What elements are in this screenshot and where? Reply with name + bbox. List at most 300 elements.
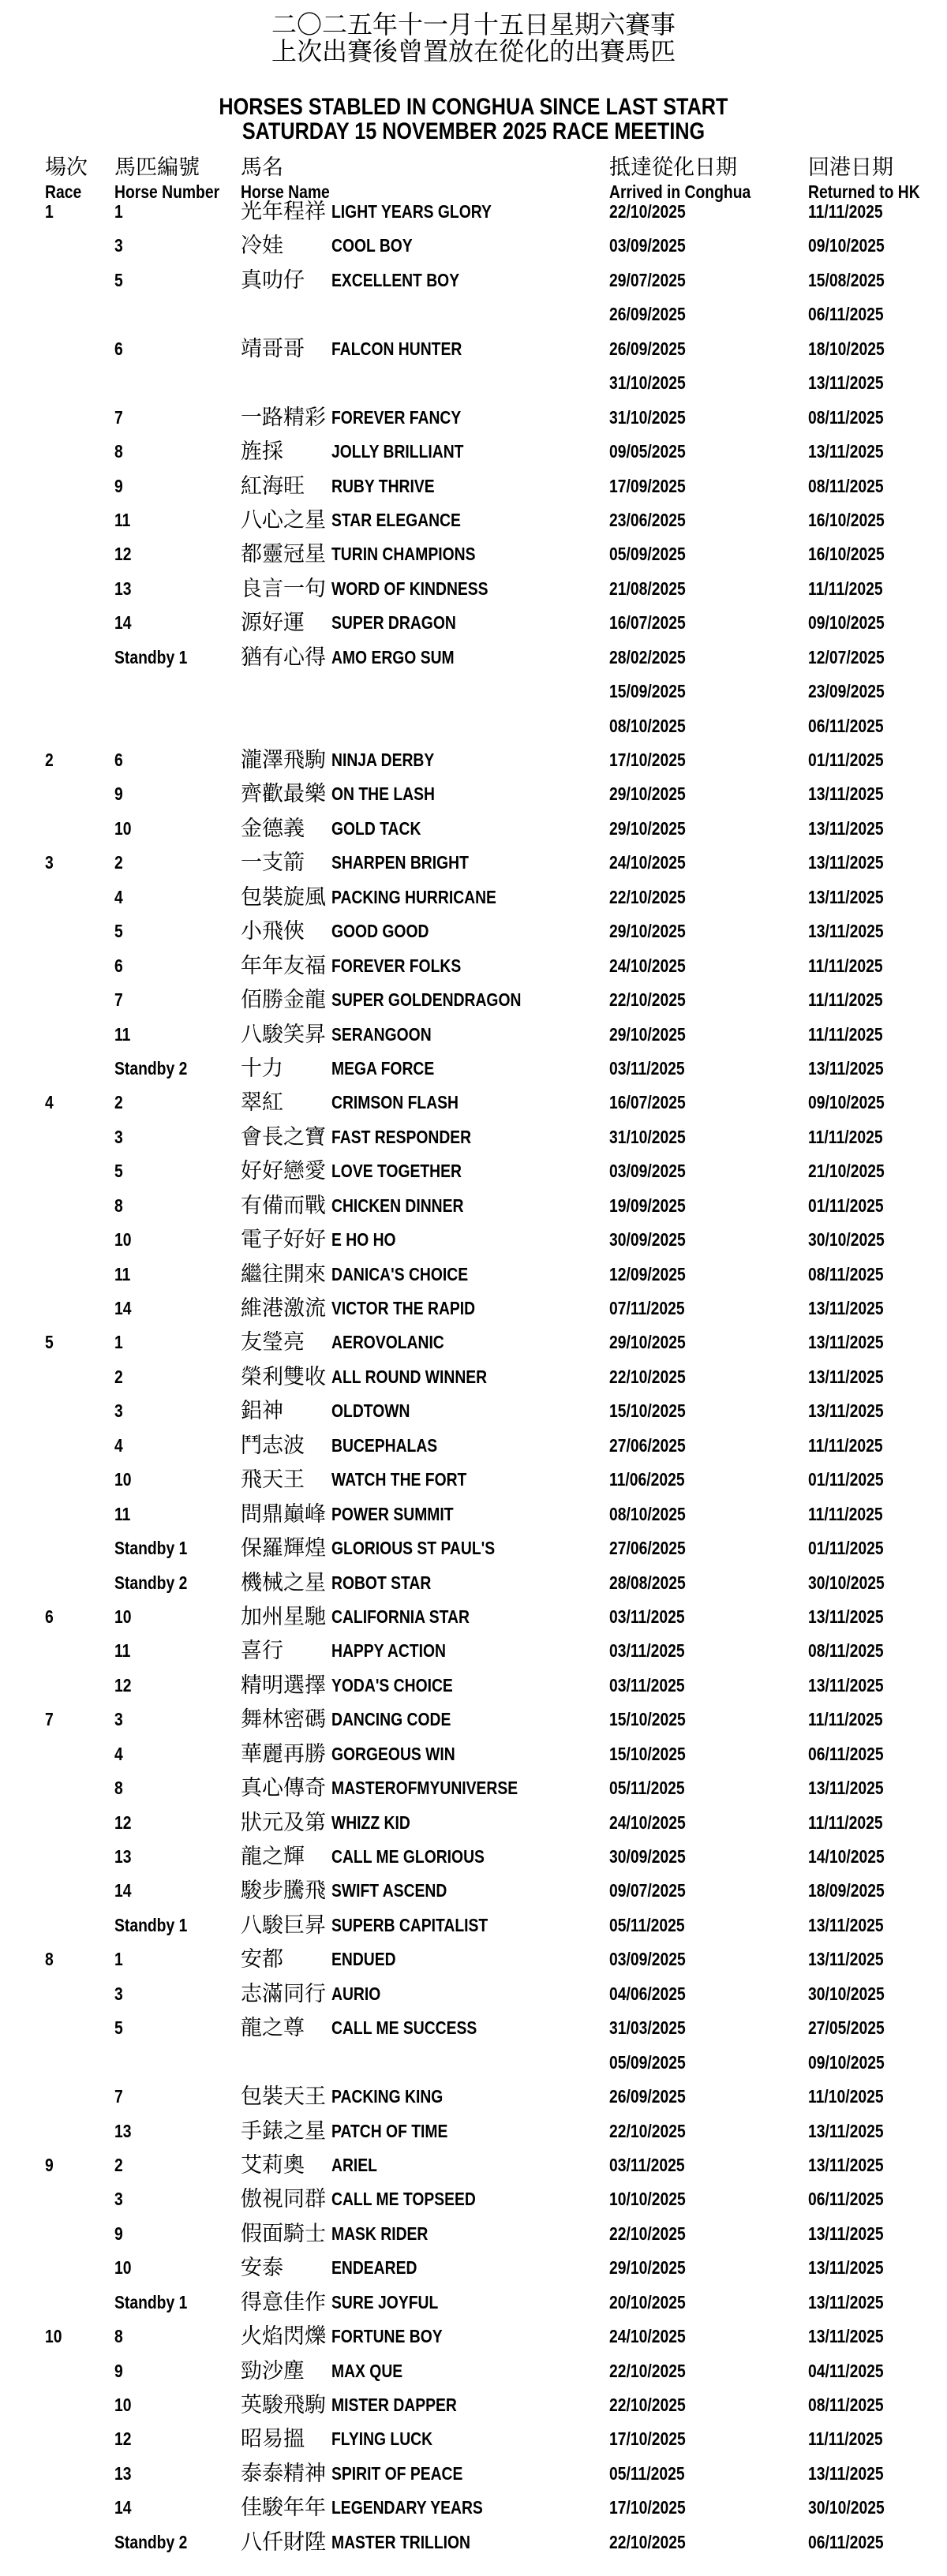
horse-name-chinese: 泰泰精神: [241, 2461, 326, 2485]
horse-number-cell: 14: [114, 1880, 132, 1901]
horse-number-cell: Standby 1: [114, 2291, 188, 2312]
horse-number-cell: 8: [114, 1778, 123, 1799]
horse-name-english: PACKING KING: [331, 2086, 444, 2107]
returned-date-cell: 04/11/2025: [808, 2360, 884, 2381]
returned-date-cell: 13/11/2025: [808, 2257, 884, 2279]
horse-number-cell: 3: [114, 1126, 123, 1147]
returned-date-cell: 16/10/2025: [808, 544, 885, 565]
arrived-date-cell: 22/10/2025: [609, 2360, 686, 2381]
horse-name-english: PACKING HURRICANE: [331, 886, 496, 907]
horse-name-english: POWER SUMMIT: [331, 1503, 454, 1524]
race-number-cell: 5: [45, 1332, 54, 1353]
table-row: [0, 2354, 947, 2388]
returned-date-cell: 11/11/2025: [808, 2428, 883, 2450]
horse-number-cell: 4: [114, 886, 123, 907]
table-row: [0, 1120, 947, 1154]
arrived-date-cell: 05/11/2025: [609, 2462, 685, 2484]
horse-name-chinese: 靖哥哥: [241, 336, 305, 361]
returned-date-cell: 01/11/2025: [808, 1195, 884, 1216]
returned-date-cell: 18/10/2025: [808, 338, 885, 359]
returned-date-cell: 13/11/2025: [808, 1366, 884, 1387]
horse-number-cell: 10: [114, 2257, 132, 2279]
table-row: [0, 435, 947, 469]
table-row: [0, 332, 947, 366]
table-row: [0, 1360, 947, 1394]
horse-number-cell: 7: [114, 989, 123, 1011]
table-row: [0, 2422, 947, 2456]
table-row: [0, 1634, 947, 1668]
returned-date-cell: 13/11/2025: [808, 1057, 884, 1079]
table-row: [0, 2046, 947, 2080]
horse-name-chinese: 良言一句: [241, 576, 326, 600]
horse-number-cell: 11: [114, 1640, 131, 1662]
table-row: [0, 1429, 947, 1463]
horse-name-chinese: 火焰閃爍: [241, 2324, 326, 2349]
horse-name-chinese: 一支箭: [241, 851, 305, 875]
race-number-cell: 8: [45, 1949, 54, 1970]
horse-number-cell: 11: [114, 1263, 131, 1284]
arrived-date-cell: 30/09/2025: [609, 1229, 686, 1251]
returned-date-cell: 30/10/2025: [808, 1983, 885, 2004]
table-row: [0, 1737, 947, 1771]
horse-number-cell: 4: [114, 1743, 123, 1764]
horse-name-chinese: 瀧澤飛駒: [241, 748, 326, 772]
returned-date-cell: 13/11/2025: [808, 2120, 884, 2141]
arrived-date-cell: 03/11/2025: [609, 1057, 685, 1079]
horse-number-cell: 5: [114, 269, 123, 290]
table-row: [0, 195, 947, 229]
horse-name-chinese: 安都: [241, 1947, 283, 1972]
arrived-date-cell: 03/11/2025: [609, 1674, 685, 1696]
arrived-date-cell: 21/08/2025: [609, 578, 686, 599]
horse-name-chinese: 英駿飛駒: [241, 2393, 326, 2417]
table-row: [0, 2217, 947, 2251]
horse-name-chinese: 八仟財陞: [241, 2529, 326, 2554]
returned-date-cell: 13/11/2025: [808, 852, 884, 873]
horse-number-cell: Standby 2: [114, 1572, 188, 1593]
arrived-date-cell: 03/11/2025: [609, 1606, 685, 1627]
horse-name-chinese: 十力: [241, 1056, 283, 1080]
horse-name-chinese: 旌採: [241, 439, 283, 464]
horse-name-chinese: 一路精彩: [241, 405, 326, 429]
horse-name-chinese: 紅海旺: [241, 473, 305, 498]
race-number-cell: 2: [45, 750, 54, 770]
arrived-date-cell: 03/11/2025: [609, 1640, 685, 1662]
horse-number-cell: 2: [114, 2154, 123, 2175]
arrived-date-cell: 27/06/2025: [609, 1538, 686, 1559]
horse-name-english: MEGA FORCE: [331, 1057, 435, 1079]
column-header-arrived-en-text: Arrived in Conghua: [609, 181, 751, 202]
returned-date-cell: 08/11/2025: [808, 475, 884, 496]
column-header-race-en-text: Race: [45, 181, 82, 202]
horse-name-chinese: 飛天王: [241, 1467, 305, 1492]
table-row: [0, 1154, 947, 1188]
arrived-date-cell: 04/06/2025: [609, 1983, 686, 2004]
race-number-cell: 4: [45, 1092, 54, 1113]
horse-number-cell: 14: [114, 1298, 132, 1318]
horse-name-chinese: 龍之尊: [241, 2016, 305, 2040]
horse-name-english: E HO HO: [331, 1229, 396, 1251]
arrived-date-cell: 05/09/2025: [609, 2051, 686, 2073]
returned-date-cell: 09/10/2025: [808, 2051, 885, 2073]
horse-number-cell: 10: [114, 1469, 132, 1490]
column-header-number-zh: 馬匹編號: [114, 155, 200, 179]
arrived-date-cell: 09/05/2025: [609, 441, 686, 462]
horse-name-english: SUPER GOLDENDRAGON: [331, 989, 522, 1011]
returned-date-cell: 13/11/2025: [808, 1949, 884, 1970]
returned-date-cell: 13/11/2025: [808, 2291, 884, 2312]
table-row: [0, 1806, 947, 1840]
horse-name-english: CALL ME TOPSEED: [331, 2189, 476, 2210]
horse-name-chinese: 問鼎巔峰: [241, 1501, 326, 1526]
table-row: [0, 1977, 947, 2011]
horse-number-cell: 9: [114, 783, 123, 805]
arrived-date-cell: 22/10/2025: [609, 2395, 686, 2415]
horse-number-cell: Standby 2: [114, 1057, 188, 1079]
returned-date-cell: 06/11/2025: [808, 2531, 884, 2552]
table-row: [0, 2251, 947, 2285]
table-row: [0, 880, 947, 914]
horse-name-english: CALIFORNIA STAR: [331, 1606, 470, 1627]
column-header-name-zh: 馬名: [241, 155, 283, 179]
table-row: [0, 2011, 947, 2045]
arrived-date-cell: 26/09/2025: [609, 338, 686, 359]
horse-name-english: MISTER DAPPER: [331, 2395, 457, 2415]
horse-name-chinese: 八駿笑昇: [241, 1022, 326, 1046]
horse-number-cell: 5: [114, 2017, 123, 2039]
horse-number-cell: 1: [114, 201, 123, 222]
horse-number-cell: 3: [114, 235, 123, 256]
table-row: [0, 1394, 947, 1428]
returned-date-cell: 13/11/2025: [808, 1298, 884, 1318]
arrived-date-cell: 05/09/2025: [609, 544, 686, 565]
returned-date-cell: 01/11/2025: [808, 1538, 884, 1559]
page-title-english-line2: [0, 119, 947, 144]
horse-name-english: SPIRIT OF PEACE: [331, 2462, 463, 2484]
returned-date-cell: 13/11/2025: [808, 1332, 884, 1353]
arrived-date-cell: 05/11/2025: [609, 1914, 685, 1935]
arrived-date-cell: 22/10/2025: [609, 2531, 686, 2552]
arrived-date-cell: 20/10/2025: [609, 2291, 686, 2312]
returned-date-cell: 01/11/2025: [808, 1469, 884, 1490]
horse-name-chinese: 小飛俠: [241, 919, 305, 944]
returned-date-cell: 23/09/2025: [808, 681, 885, 702]
horse-name-english: VICTOR THE RAPID: [331, 1298, 476, 1318]
table-row: [0, 641, 947, 675]
returned-date-cell: 11/11/2025: [808, 1811, 883, 1833]
horse-number-cell: 6: [114, 955, 123, 976]
table-row: [0, 846, 947, 880]
horse-name-english: ON THE LASH: [331, 783, 435, 805]
table-row: [0, 1566, 947, 1600]
horse-name-chinese: 翠紅: [241, 1090, 283, 1115]
horse-name-english: WATCH THE FORT: [331, 1469, 467, 1490]
returned-date-cell: 13/11/2025: [808, 2223, 884, 2244]
horse-number-cell: 3: [114, 1983, 123, 2004]
returned-date-cell: 30/10/2025: [808, 2497, 885, 2518]
horse-number-cell: 12: [114, 1674, 132, 1696]
table-row: [0, 1703, 947, 1737]
page-title-chinese-line2: 上次出賽後曾置放在從化的出賽馬匹: [271, 37, 676, 65]
table-row: [0, 297, 947, 331]
horse-name-chinese: 手錶之星: [241, 2118, 326, 2143]
arrived-date-cell: 24/10/2025: [609, 1811, 686, 1833]
table-row: [0, 743, 947, 777]
column-header-number-en-text: Horse Number: [114, 181, 220, 202]
horse-number-cell: 4: [114, 1434, 123, 1456]
horse-name-english: FAST RESPONDER: [331, 1126, 472, 1147]
arrived-date-cell: 28/08/2025: [609, 1572, 686, 1593]
horse-name-chinese: 機械之星: [241, 1570, 326, 1595]
page-title-english-line2-text: SATURDAY 15 NOVEMBER 2025 RACE MEETING: [241, 118, 706, 144]
arrived-date-cell: 29/10/2025: [609, 1023, 686, 1045]
returned-date-cell: 13/11/2025: [808, 441, 884, 462]
horse-name-chinese: 華麗再勝: [241, 1741, 326, 1766]
table-row: [0, 1942, 947, 1976]
horse-number-cell: 13: [114, 2462, 132, 2484]
horse-name-chinese: 真叻仔: [241, 267, 305, 292]
returned-date-cell: 11/11/2025: [808, 989, 883, 1011]
horse-name-chinese: 傲視同群: [241, 2187, 326, 2211]
horse-number-cell: 8: [114, 2326, 123, 2347]
table-row: [0, 1258, 947, 1292]
horse-name-english: FALCON HUNTER: [331, 338, 462, 359]
horse-name-english: MAX QUE: [331, 2360, 403, 2381]
returned-date-cell: 13/11/2025: [808, 2154, 884, 2175]
horse-name-chinese: 得意佳作: [241, 2290, 326, 2314]
table-row: [0, 2182, 947, 2216]
returned-date-cell: 11/11/2025: [808, 1709, 883, 1730]
horse-name-chinese: 佰勝金龍: [241, 988, 326, 1012]
horse-name-chinese: 會長之寶: [241, 1124, 326, 1149]
arrived-date-cell: 16/07/2025: [609, 612, 686, 634]
arrived-date-cell: 19/09/2025: [609, 1195, 686, 1216]
race-number-cell: 1: [45, 201, 54, 222]
returned-date-cell: 13/11/2025: [808, 372, 884, 394]
table-row: [0, 264, 947, 297]
horse-name-chinese: 舞林密碼: [241, 1707, 326, 1732]
horse-number-cell: 3: [114, 1400, 123, 1422]
returned-date-cell: 08/11/2025: [808, 1263, 884, 1284]
horse-number-cell: 12: [114, 2428, 132, 2450]
horse-name-english: STAR ELEGANCE: [331, 509, 461, 530]
arrived-date-cell: 28/02/2025: [609, 646, 686, 667]
horse-number-cell: 2: [114, 1366, 123, 1387]
horse-name-english: DANCING CODE: [331, 1709, 451, 1730]
table-row: [0, 949, 947, 983]
returned-date-cell: 13/11/2025: [808, 2462, 884, 2484]
table-row: [0, 2148, 947, 2182]
horse-name-english: MASTER TRILLION: [331, 2531, 471, 2552]
arrived-date-cell: 08/10/2025: [609, 1503, 686, 1524]
horse-name-chinese: 鬥志波: [241, 1433, 305, 1457]
horse-number-cell: 11: [114, 1503, 131, 1524]
arrived-date-cell: 29/07/2025: [609, 269, 686, 290]
horse-number-cell: 6: [114, 338, 123, 359]
arrived-date-cell: 24/10/2025: [609, 852, 686, 873]
horse-number-cell: 14: [114, 612, 132, 634]
horse-name-chinese: 友瑩亮: [241, 1330, 305, 1355]
arrived-date-cell: 26/09/2025: [609, 304, 686, 325]
horse-number-cell: 10: [114, 2395, 132, 2415]
horse-name-chinese: 包裝旋風: [241, 884, 326, 909]
arrived-date-cell: 17/10/2025: [609, 2497, 686, 2518]
table-row: [0, 1874, 947, 1908]
returned-date-cell: 06/11/2025: [808, 2189, 884, 2210]
horse-name-chinese: 都靈冠星: [241, 542, 326, 566]
arrived-date-cell: 05/11/2025: [609, 1778, 685, 1799]
arrived-date-cell: 11/06/2025: [609, 1469, 685, 1490]
horse-number-cell: 10: [114, 1229, 132, 1251]
returned-date-cell: 08/11/2025: [808, 2395, 884, 2415]
arrived-date-cell: 03/09/2025: [609, 1949, 686, 1970]
horse-number-cell: 5: [114, 921, 123, 942]
horse-name-chinese: 電子好好: [241, 1228, 326, 1252]
table-row: [0, 1325, 947, 1359]
arrived-date-cell: 03/11/2025: [609, 2154, 685, 2175]
returned-date-cell: 06/11/2025: [808, 1743, 884, 1764]
horse-name-english: AMO ERGO SUM: [331, 646, 455, 667]
returned-date-cell: 13/11/2025: [808, 1914, 884, 1935]
returned-date-cell: 12/07/2025: [808, 646, 885, 667]
horse-name-chinese: 有備而戰: [241, 1193, 326, 1217]
horse-name-chinese: 勁沙塵: [241, 2358, 305, 2383]
returned-date-cell: 13/11/2025: [808, 1400, 884, 1422]
arrived-date-cell: 26/09/2025: [609, 2086, 686, 2107]
arrived-date-cell: 29/10/2025: [609, 783, 686, 805]
arrived-date-cell: 15/10/2025: [609, 1743, 686, 1764]
arrived-date-cell: 08/10/2025: [609, 715, 686, 736]
horse-number-cell: 2: [114, 1092, 123, 1113]
horse-name-chinese: 冷娃: [241, 234, 283, 258]
returned-date-cell: 11/11/2025: [808, 578, 883, 599]
table-row: [0, 1497, 947, 1531]
returned-date-cell: 11/11/2025: [808, 955, 883, 976]
table-row: [0, 1771, 947, 1805]
returned-date-cell: 11/11/2025: [808, 1434, 883, 1456]
table-row: [0, 812, 947, 846]
table-row: [0, 675, 947, 708]
horse-name-english: RUBY THRIVE: [331, 475, 435, 496]
arrived-date-cell: 15/10/2025: [609, 1400, 686, 1422]
returned-date-cell: 09/10/2025: [808, 612, 885, 634]
horse-name-english: GORGEOUS WIN: [331, 1743, 455, 1764]
returned-date-cell: 09/10/2025: [808, 235, 885, 256]
table-row: [0, 366, 947, 400]
horse-name-chinese: 龍之輝: [241, 1845, 305, 1868]
returned-date-cell: 06/11/2025: [808, 304, 884, 325]
returned-date-cell: 18/09/2025: [808, 1880, 885, 1901]
horse-name-chinese: 佳駿年年: [241, 2496, 326, 2520]
arrived-date-cell: 30/09/2025: [609, 1846, 686, 1867]
horse-name-chinese: 昭易搵: [241, 2427, 305, 2451]
horse-number-cell: 10: [114, 1606, 132, 1627]
table-row: [0, 1223, 947, 1257]
returned-date-cell: 06/11/2025: [808, 715, 884, 736]
table-row: [0, 2457, 947, 2491]
arrived-date-cell: 07/11/2025: [609, 1298, 685, 1318]
horse-name-english: EXCELLENT BOY: [331, 269, 460, 290]
horse-name-chinese: 八駿巨昇: [241, 1912, 326, 1937]
race-number-cell: 3: [45, 852, 54, 873]
page-title-english-line1-text: HORSES STABLED IN CONGHUA SINCE LAST START: [219, 94, 728, 120]
race-number-cell: 7: [45, 1709, 54, 1730]
horse-name-english: ARIEL: [331, 2154, 377, 2175]
horse-number-cell: Standby 2: [114, 2531, 188, 2552]
returned-date-cell: 11/11/2025: [808, 1126, 883, 1147]
horse-number-cell: 8: [114, 1195, 123, 1216]
horse-number-cell: 9: [114, 475, 123, 496]
table-row: [0, 1292, 947, 1325]
returned-date-cell: 08/11/2025: [808, 406, 884, 428]
returned-date-cell: 21/10/2025: [808, 1161, 885, 1182]
horse-name-chinese: 維港激流: [241, 1296, 326, 1320]
horse-name-english: AURIO: [331, 1983, 381, 2004]
horse-number-cell: 13: [114, 2120, 132, 2141]
arrived-date-cell: 22/10/2025: [609, 201, 686, 222]
horse-name-english: WORD OF KINDNESS: [331, 578, 488, 599]
table-row: [0, 1909, 947, 1942]
horse-name-english: MASK RIDER: [331, 2223, 429, 2244]
horse-name-english: CALL ME SUCCESS: [331, 2017, 477, 2039]
horse-name-chinese: 金德義: [241, 816, 305, 840]
horse-name-english: PATCH OF TIME: [331, 2120, 448, 2141]
horse-number-cell: 13: [114, 578, 132, 599]
arrived-date-cell: 29/10/2025: [609, 817, 686, 839]
horse-name-english: FORTUNE BOY: [331, 2326, 443, 2347]
returned-date-cell: 13/11/2025: [808, 817, 884, 839]
horse-name-english: WHIZZ KID: [331, 1811, 410, 1833]
horse-name-english: NINJA DERBY: [331, 750, 435, 770]
column-header-name-en-text: Horse Name: [241, 181, 330, 202]
horse-name-chinese: 保羅輝煌: [241, 1536, 326, 1561]
arrived-date-cell: 17/10/2025: [609, 750, 686, 770]
horse-name-english: ALL ROUND WINNER: [331, 1366, 488, 1387]
horse-name-english: FOREVER FANCY: [331, 406, 462, 428]
horse-number-cell: 13: [114, 1846, 132, 1867]
table-row: [0, 1086, 947, 1120]
arrived-date-cell: 31/10/2025: [609, 406, 686, 428]
race-number-cell: 6: [45, 1606, 54, 1627]
horse-number-cell: 11: [114, 509, 131, 530]
returned-date-cell: 13/11/2025: [808, 921, 884, 942]
returned-date-cell: 30/10/2025: [808, 1229, 885, 1251]
horse-number-cell: 1: [114, 1332, 123, 1353]
race-number-cell: 9: [45, 2154, 54, 2175]
horse-number-cell: Standby 1: [114, 1914, 188, 1935]
horse-name-english: BUCEPHALAS: [331, 1434, 438, 1456]
horse-number-cell: 6: [114, 750, 123, 770]
horse-name-chinese: 艾莉奧: [241, 2152, 305, 2177]
horse-number-cell: Standby 1: [114, 646, 188, 667]
arrived-date-cell: 29/10/2025: [609, 1332, 686, 1353]
horse-name-chinese: 榮利雙收: [241, 1364, 326, 1389]
table-row: [0, 2388, 947, 2422]
table-row: [0, 2491, 947, 2525]
horse-number-cell: 2: [114, 852, 123, 873]
returned-date-cell: 30/10/2025: [808, 1572, 885, 1593]
column-header-returned-zh: 回港日期: [808, 155, 893, 179]
arrived-date-cell: 22/10/2025: [609, 2223, 686, 2244]
horse-name-chinese: 八心之星: [241, 507, 326, 532]
horse-number-cell: 5: [114, 1161, 123, 1182]
returned-date-cell: 09/10/2025: [808, 1092, 885, 1113]
table-row: [0, 2286, 947, 2320]
table-row: [0, 469, 947, 503]
horse-name-english: FLYING LUCK: [331, 2428, 433, 2450]
horse-name-english: GOOD GOOD: [331, 921, 429, 942]
table-row: [0, 983, 947, 1017]
